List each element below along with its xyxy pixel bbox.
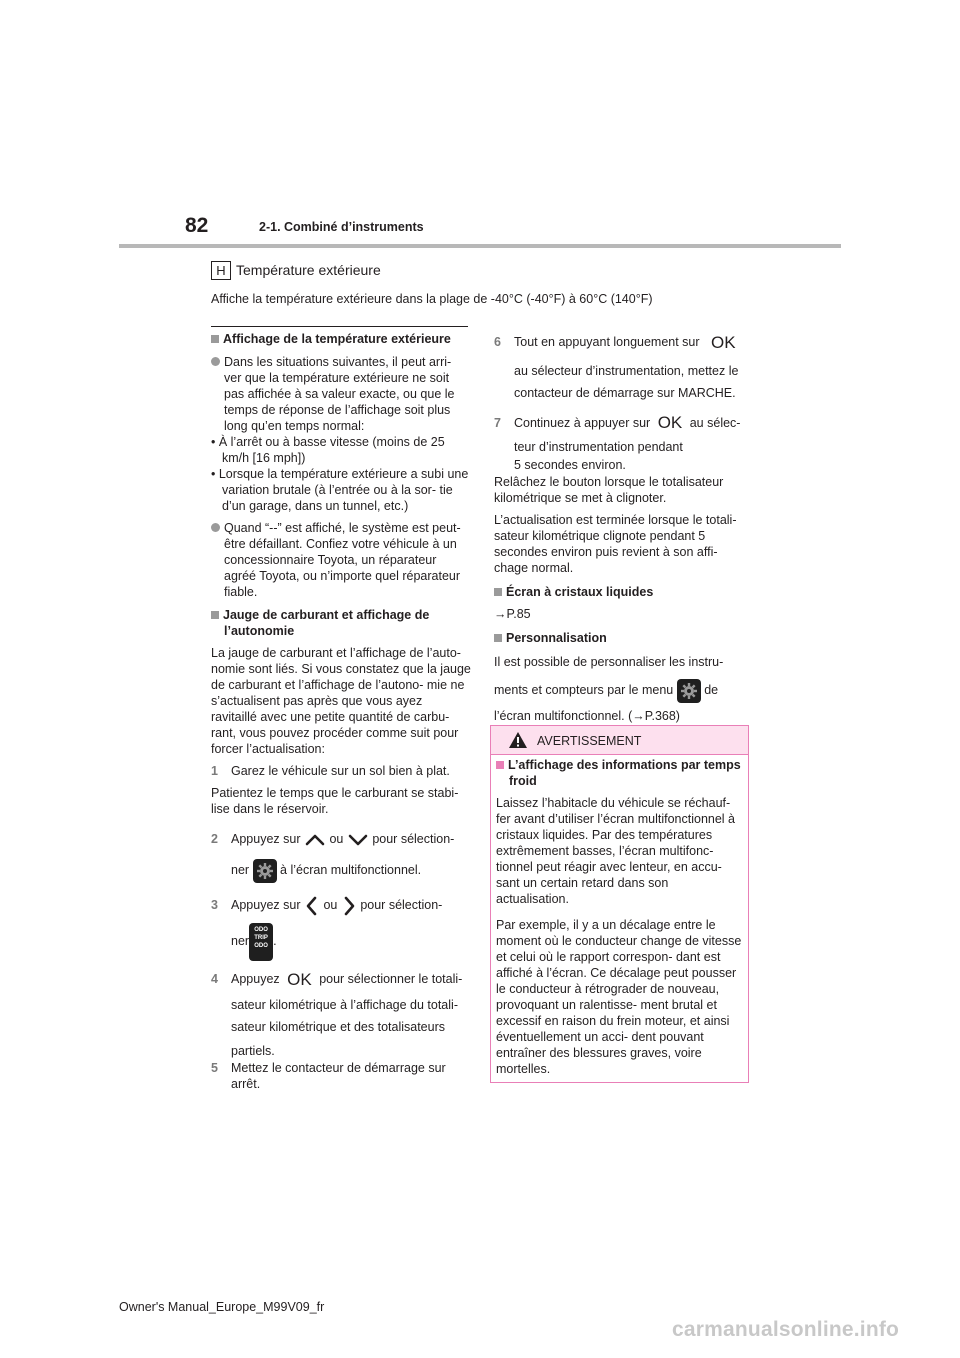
warning-paragraph-2: Par exemple, il y a un décalage entre le moment où le conducteur change de vitesse et celui où le rapport correspon- dant est affiché à l’écran. Ce décalage peut pousser le conducteur à rétrograder de nouveau, provoquant un ralentisse- ment brutal et excessif en raison du frein moteur, et ainsi éventuellement un acci- dent pouvant entraîner des blessures graves, voire mortelles. [496,918,742,1076]
chevron-down-icon [347,833,369,847]
item-title: Température extérieure [236,262,381,278]
warning-content [496,757,742,1077]
step-7: 7 Continuez à appuyer sur OK au sélec- [494,413,741,433]
item-letter-badge: H [211,261,231,280]
personalization-text: Il est possible de personnaliser les instru- ments et compteurs par le menu de l’écran multifonctionnel. (→P.368) [494,652,754,726]
release-note: Relâchez le bouton lorsque le totalisateur kilométrique se met à clignoter. [494,475,724,506]
section-title-fuel: Jauge de carburant et affichage de l’autonomie [211,607,471,639]
column-divider [211,326,468,327]
step-5: 5 Mettez le contacteur de démarrage sur arrêt. [211,1060,446,1091]
settings-gear-icon [253,859,277,883]
chevron-left-icon [304,895,320,917]
chevron-up-icon [304,833,326,847]
fuel-intro: La jauge de carburant et l’affichage de l’auto- nomie sont liés. Si vous constatez que la jauge de carburant et l’affichage de l’autono- mie ne s’actualisent pas après que vous ayez ravitaillé avec une petite quantité de carbu- rant, vous pouvez procéder comme suit pour forcer l’actualisation: [211,646,471,756]
ok-button-icon: OK [711,332,736,352]
warning-title: AVERTISSEMENT [537,734,642,748]
section-title-lcd: Écran à cristaux liquides [494,584,754,600]
step-1-note: Patientez le temps que le carburant se stabi- lise dans le réservoir. [211,786,459,816]
bullet-temp-change: • Lorsque la température extérieure a subi une variation brutale (à l’entrée ou à la sor- tie d’un garage, dans un tunnel, etc.) [211,467,469,513]
header-divider [119,244,841,248]
square-bullet-icon [496,761,504,769]
step-2-cont: ner à l’écran multifonctionnel. [211,857,471,883]
bullet-low-speed: • À l’arrêt ou à basse vitesse (moins de 25 km/h [16 mph]) [211,435,445,465]
settings-gear-icon [677,679,701,703]
step-2: 2 Appuyez sur ou pour sélection- [211,832,455,846]
step-7-cont: teur d’instrumentation pendant 5 secondes environ. [514,440,683,473]
ok-button-icon: OK [657,413,683,433]
warning-triangle-icon [508,731,528,749]
step-6: 6 Tout en appuyant longuement sur OK [494,332,736,352]
done-note: L’actualisation est terminée lorsque le totali- sateur kilométrique clignote pendant 5 secondes environ puis revient à son affi- chage normal. [494,513,737,576]
step-4-cont: sateur kilométrique à l’affichage du totali- sateur kilométrique et des totalisateurs partiels. [231,997,458,1058]
step-4: 4 Appuyez OK pour sélectionner le totali- [211,967,471,992]
lcd-page-ref[interactable]: →P.85 [494,607,531,622]
left-column [211,331,471,1092]
step-1: 1 Garez le véhicule sur un sol bien à plat. [211,764,450,778]
personalization-ref[interactable]: l’écran multifonctionnel. (→P.368) [494,709,680,724]
chevron-right-icon [341,895,357,917]
step-6-cont: au sélecteur d’instrumentation, mettez le contacteur de démarrage sur MARCHE. [514,363,739,400]
note-malfunction: Quand “--” est affiché, le système est peut- être défaillant. Confiez votre véhicule à un concessionnaire Toyota, un réparateur agréé Toyota, ou n’importe quel réparateur fiable. [211,520,471,600]
square-bullet-icon [494,634,502,642]
section-heading: 2-1. Combiné d’instruments [259,220,424,234]
item-description: Affiche la température extérieure dans la plage de -40°C (-40°F) à 60°C (140°F) [211,292,653,306]
step-3: 3 Appuyez sur ou pour sélection- [211,893,471,917]
warning-paragraph-1: Laissez l’habitacle du véhicule se réchauf- fer avant d’utiliser l’écran multifonctionnel à cristaux liquides. Par des températures extrêmement basses, l’écran multifonc- tionnel peut réagir avec lenteur, en accu- sant un certain retard dans son actualisation. [496,796,736,906]
dot-bullet-icon [211,357,220,366]
square-bullet-icon [494,588,502,596]
right-column [494,331,754,726]
section-title-personalization: Personnalisation [494,630,754,646]
ok-button-icon: OK [287,969,312,989]
dot-bullet-icon [211,523,220,532]
page-number: 82 [185,214,209,237]
odo-trip-icon: ODO TRIP ODO [249,923,273,961]
watermark: carmanualsonline.info [672,1318,900,1341]
section-title-temperature: Affichage de la température extérieure [211,331,471,347]
square-bullet-icon [211,611,219,619]
step-3-cont: ner ODO TRIP ODO . [211,921,471,961]
square-bullet-icon [211,335,219,343]
note-situations: Dans les situations suivantes, il peut arri- ver que la température extérieure ne soit pas affichée à sa valeur exacte, ou que le temps de réponse de l’affichage soit plus long qu’en temps normal: [211,354,471,434]
manual-footer: Owner's Manual_Europe_M99V09_fr [119,1300,325,1314]
warning-subtitle: L’affichage des informations par temps froid [496,757,742,789]
